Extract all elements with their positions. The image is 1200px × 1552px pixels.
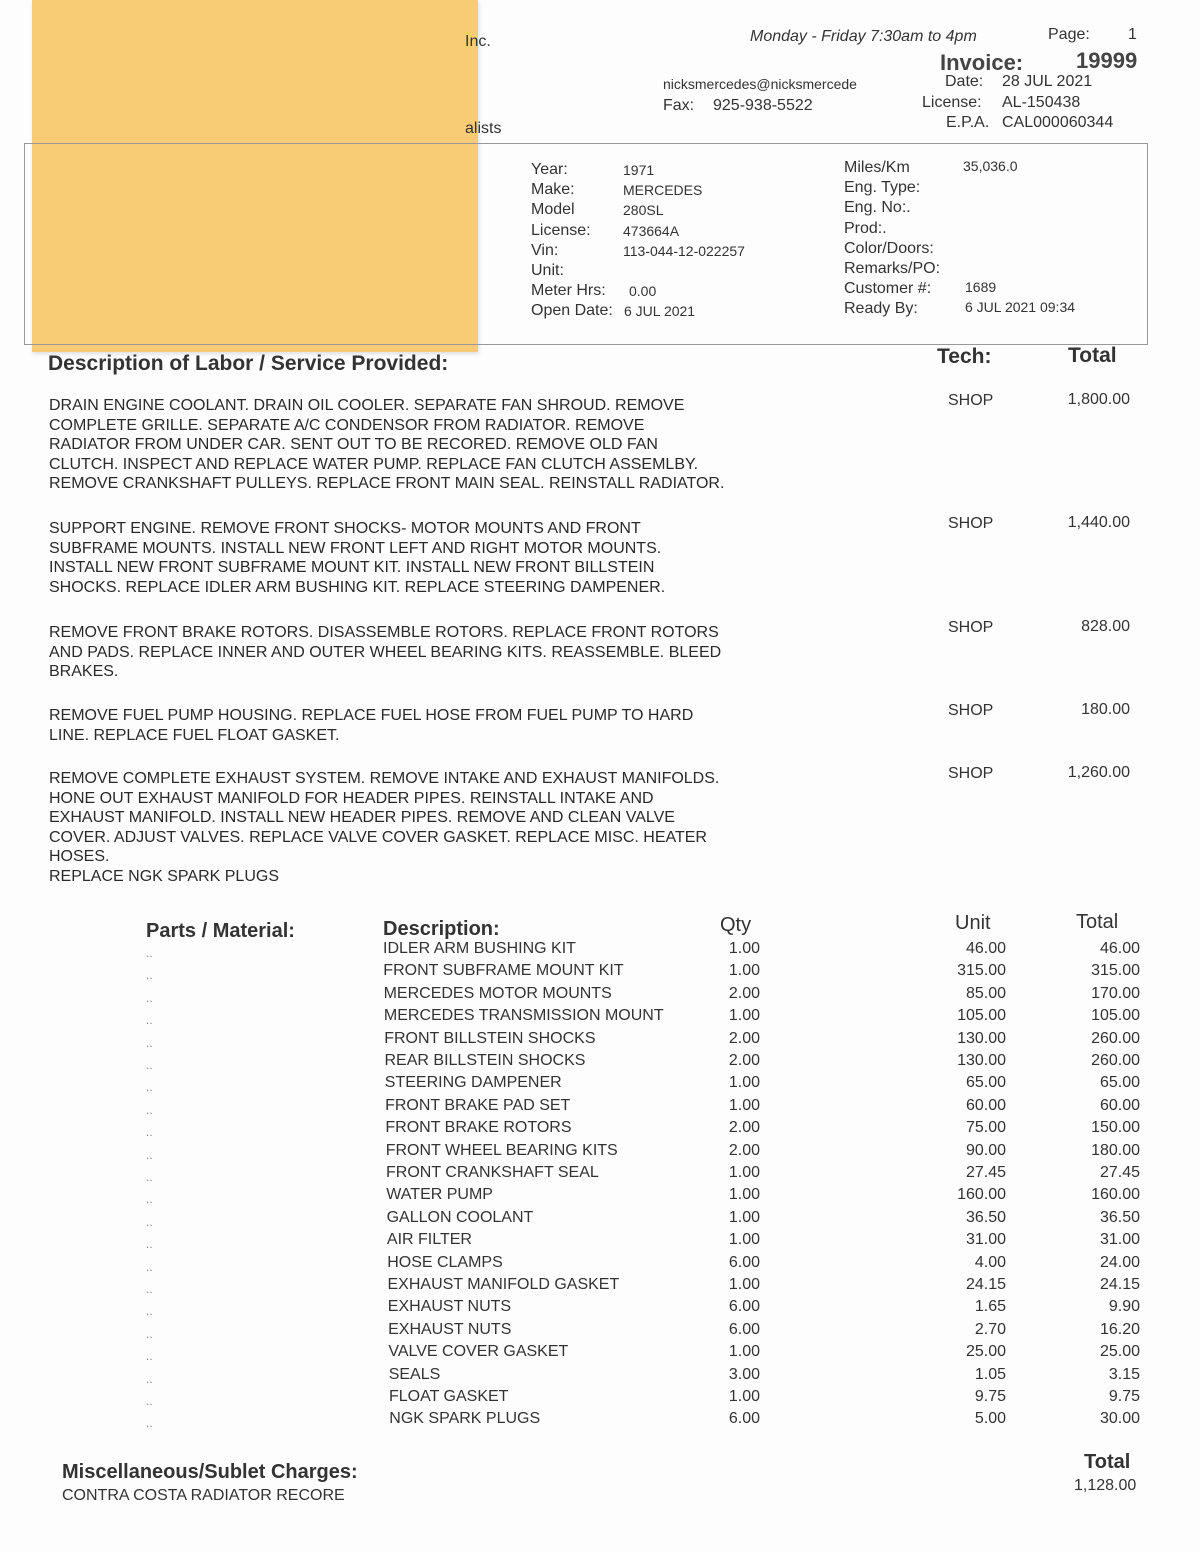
part-unit-price: 85.00 [965, 984, 1006, 1002]
parts-row [0, 1186, 1200, 1208]
row-leader-dots: .. [146, 1394, 153, 1408]
part-unit-price: 315.00 [957, 962, 1006, 980]
part-unit-price: 60.00 [965, 1096, 1006, 1114]
part-unit-price: 27.45 [965, 1164, 1006, 1181]
part-unit-price: 25.00 [965, 1343, 1006, 1361]
part-total: 315.00 [1091, 962, 1140, 980]
parts-row [0, 1276, 1200, 1298]
row-leader-dots: .. [146, 1080, 153, 1095]
misc-description: CONTRA COSTA RADIATOR RECORE [62, 1487, 345, 1504]
vehicle-field-label: Remarks/PO: [844, 260, 941, 277]
vehicle-field-label: Model [531, 201, 575, 219]
labor-total: 180.00 [1081, 701, 1130, 718]
part-total: 16.20 [1099, 1320, 1140, 1338]
labor-tech: SHOP [948, 702, 994, 719]
part-description: GALLON COOLANT [386, 1208, 534, 1226]
part-qty: 2.00 [728, 1119, 760, 1137]
parts-row [0, 1366, 1200, 1388]
row-leader-dots: .. [146, 1192, 153, 1207]
parts-row [0, 940, 1200, 962]
license-label: License: [922, 94, 982, 111]
part-total: 46.00 [1099, 940, 1140, 957]
row-leader-dots: .. [146, 1349, 153, 1364]
row-leader-dots: .. [146, 1371, 153, 1386]
part-unit-price: 1.65 [974, 1298, 1006, 1316]
part-total: 9.90 [1108, 1298, 1140, 1316]
part-unit-price: 105.00 [957, 1007, 1006, 1025]
parts-unit-header: Unit [955, 912, 991, 934]
parts-row [0, 1007, 1200, 1029]
part-unit-price: 130.00 [957, 1029, 1006, 1047]
part-qty: 2.00 [728, 1141, 760, 1159]
parts-row [0, 1298, 1200, 1320]
part-total: 9.75 [1108, 1388, 1140, 1405]
vehicle-field-value: MERCEDES [623, 182, 703, 199]
part-unit-price: 46.00 [965, 940, 1006, 957]
part-unit-price: 90.00 [965, 1141, 1006, 1159]
row-leader-dots: .. [146, 1058, 153, 1072]
vehicle-field-label: Miles/Km [844, 159, 910, 176]
part-qty: 1.00 [728, 962, 760, 980]
part-unit-price: 9.75 [974, 1388, 1006, 1405]
part-description: FRONT BRAKE PAD SET [385, 1096, 571, 1114]
vehicle-field-value: 0.00 [629, 283, 657, 300]
row-leader-dots: .. [146, 1147, 153, 1162]
parts-row [0, 1410, 1200, 1432]
vehicle-field-value: 473664A [623, 222, 680, 239]
part-total: 160.00 [1091, 1186, 1140, 1204]
part-description: AIR FILTER [386, 1231, 472, 1249]
labor-tech: SHOP [948, 515, 994, 532]
labor-description: REMOVE FRONT BRAKE ROTORS. DISASSEMBLE ROTORS. REPLACE FRONT ROTORS AND PADS. REPLACE INNER AND OUTER WHEEL BEARING KITS. REASSEMBLE. BLEED BRAKES. [49, 624, 722, 681]
part-unit-price: 75.00 [965, 1119, 1006, 1137]
parts-row [0, 1097, 1200, 1119]
parts-row [0, 962, 1200, 984]
row-leader-dots: .. [146, 1214, 153, 1229]
part-qty: 1.00 [728, 1164, 760, 1181]
parts-row [0, 1343, 1200, 1365]
part-total: 260.00 [1091, 1052, 1140, 1069]
page-number: 1 [1128, 26, 1137, 43]
part-qty: 1.00 [728, 1231, 760, 1249]
vehicle-field-label: Ready By: [844, 300, 918, 318]
parts-row [0, 1254, 1200, 1276]
labor-tech: SHOP [948, 619, 994, 636]
labor-total-header: Total [1068, 344, 1117, 367]
email: nicksmercedes@nicksmercede [663, 76, 857, 92]
part-qty: 1.00 [728, 1388, 760, 1405]
part-total: 60.00 [1099, 1096, 1140, 1114]
part-description: VALVE COVER GASKET [388, 1343, 569, 1361]
vehicle-field-label: Customer #: [844, 280, 932, 298]
part-qty: 1.00 [728, 1276, 760, 1293]
part-description: IDLER ARM BUSHING KIT [383, 940, 576, 957]
business-hours: Monday - Friday 7:30am to 4pm [750, 28, 977, 45]
part-qty: 1.00 [728, 1007, 760, 1025]
fax-number: 925-938-5522 [713, 97, 813, 114]
part-unit-price: 160.00 [957, 1186, 1006, 1204]
vehicle-field-label: Meter Hrs: [531, 282, 606, 300]
row-leader-dots: .. [146, 946, 153, 960]
part-description: EXHAUST NUTS [388, 1320, 512, 1338]
invoice-date: 28 JUL 2021 [1002, 73, 1093, 90]
labor-description: REMOVE COMPLETE EXHAUST SYSTEM. REMOVE INTAKE AND EXHAUST MANIFOLDS. HONE OUT EXHAUST MANIFOLD FOR HEADER PIPES. REINSTALL INTAKE AND EXHAUST MANIFOLD. INSTALL NEW HEADER PIPES. REMOVE AND CLEAN VALVE COVER. ADJUST VALVES. REPLACE VALVE COVER GASKET. REPLACE MISC. HEATER HOSES. REPLACE NGK SPARK PLUGS [49, 770, 720, 885]
part-qty: 3.00 [728, 1365, 760, 1383]
part-total: 105.00 [1091, 1007, 1140, 1025]
company-name-fragment: Inc. [465, 33, 491, 50]
row-leader-dots: .. [146, 968, 153, 983]
page-label: Page: [1048, 26, 1090, 43]
part-description: FRONT BRAKE ROTORS [385, 1119, 572, 1137]
misc-section-title: Miscellaneous/Sublet Charges: [62, 1461, 358, 1483]
fax-label: Fax: [663, 97, 695, 114]
row-leader-dots: .. [146, 1259, 153, 1274]
part-unit-price: 1.05 [974, 1365, 1006, 1383]
labor-total: 1,800.00 [1067, 391, 1130, 408]
part-total: 25.00 [1099, 1343, 1140, 1361]
part-description: FRONT SUBFRAME MOUNT KIT [383, 962, 624, 980]
vehicle-field-label: Open Date: [531, 302, 613, 320]
vehicle-field-value: 113-044-12-022257 [623, 242, 745, 259]
part-description: NGK SPARK PLUGS [389, 1410, 541, 1428]
labor-description: DRAIN ENGINE COOLANT. DRAIN OIL COOLER. SEPARATE FAN SHROUD. REMOVE COMPLETE GRILLE. SEPARATE A/C CONDENSOR FROM RADIATOR. REMOVE RADIATOR FROM UNDER CAR. SENT OUT TO BE RECORED. REMOVE OLD FAN CLUTCH. INSPECT AND REPLACE WATER PUMP. REPLACE FAN CLUTCH ASSEMLBY. REMOVE CRANKSHAFT PULLEYS. REPLACE FRONT MAIN SEAL. REINSTALL RADIATOR. [49, 397, 725, 493]
invoice-label: Invoice: [940, 50, 1024, 75]
vehicle-field-label: Unit: [531, 262, 564, 279]
vehicle-field-value: 1689 [965, 279, 997, 296]
part-qty: 6.00 [728, 1253, 760, 1271]
part-qty: 1.00 [728, 1096, 760, 1114]
vehicle-field-label: Year: [531, 161, 568, 178]
labor-tech: SHOP [948, 392, 994, 409]
vehicle-field-value: 1971 [623, 162, 655, 178]
date-label: Date: [945, 73, 984, 90]
vehicle-field-value: 35,036.0 [963, 158, 1018, 174]
part-description: MERCEDES MOTOR MOUNTS [383, 984, 612, 1002]
parts-row [0, 1030, 1200, 1052]
part-total: 24.00 [1099, 1253, 1140, 1271]
parts-qty-header: Qty [720, 914, 752, 936]
misc-total-header: Total [1084, 1451, 1131, 1473]
part-unit-price: 36.50 [965, 1208, 1006, 1226]
parts-row [0, 985, 1200, 1007]
shop-license: AL-150438 [1002, 94, 1081, 111]
labor-description: REMOVE FUEL PUMP HOUSING. REPLACE FUEL HOSE FROM FUEL PUMP TO HARD LINE. REPLACE FUEL FLOAT GASKET. [49, 707, 694, 744]
parts-row [0, 1119, 1200, 1141]
part-description: WATER PUMP [386, 1186, 493, 1204]
part-total: 24.15 [1099, 1276, 1140, 1293]
row-leader-dots: .. [146, 1282, 153, 1296]
part-total: 180.00 [1091, 1141, 1140, 1159]
row-leader-dots: .. [146, 1125, 153, 1140]
row-leader-dots: .. [146, 1237, 153, 1252]
part-qty: 2.00 [728, 1052, 760, 1069]
misc-total: 1,128.00 [1074, 1477, 1137, 1494]
part-description: STEERING DAMPENER [384, 1074, 562, 1092]
parts-row [0, 1321, 1200, 1343]
part-unit-price: 31.00 [965, 1231, 1006, 1249]
part-qty: 1.00 [728, 1074, 760, 1092]
part-unit-price: 65.00 [965, 1074, 1006, 1092]
part-unit-price: 5.00 [974, 1410, 1006, 1428]
vehicle-field-label: Make: [531, 181, 575, 199]
part-total: 3.15 [1108, 1365, 1140, 1383]
labor-total: 1,440.00 [1067, 514, 1130, 531]
parts-row [0, 1052, 1200, 1074]
row-leader-dots: .. [146, 1416, 153, 1431]
parts-row [0, 1209, 1200, 1231]
vehicle-field-value: 280SL [623, 202, 664, 219]
part-qty: 6.00 [728, 1320, 760, 1338]
part-description: FRONT CRANKSHAFT SEAL [386, 1164, 599, 1181]
part-description: HOSE CLAMPS [387, 1253, 503, 1271]
part-unit-price: 24.15 [965, 1276, 1006, 1293]
vehicle-field-label: Prod:. [844, 219, 887, 237]
part-total: 170.00 [1091, 984, 1140, 1002]
vehicle-field-value: 6 JUL 2021 [624, 303, 696, 320]
part-total: 260.00 [1091, 1029, 1140, 1047]
part-qty: 1.00 [728, 1343, 760, 1361]
labor-description: SUPPORT ENGINE. REMOVE FRONT SHOCKS- MOTOR MOUNTS AND FRONT SUBFRAME MOUNTS. INSTALL NEW FRONT LEFT AND RIGHT MOTOR MOUNTS. INSTALL NEW FRONT SUBFRAME MOUNT KIT. INSTALL NEW FRONT BILLSTEIN SHOCKS. REPLACE IDLER ARM BUSHING KIT. REPLACE STEERING DAMPENER. [49, 520, 666, 596]
row-leader-dots: .. [146, 1102, 153, 1117]
vehicle-field-label: Eng. No:. [844, 199, 911, 217]
vehicle-field-value: 6 JUL 2021 09:34 [965, 299, 1076, 316]
part-qty: 1.00 [728, 1186, 760, 1204]
specialists-fragment: alists [465, 120, 502, 137]
part-qty: 1.00 [728, 1208, 760, 1226]
part-description: SEALS [388, 1365, 441, 1383]
labor-tech-header: Tech: [937, 345, 992, 368]
part-description: REAR BILLSTEIN SHOCKS [384, 1052, 586, 1069]
part-qty: 2.00 [728, 984, 760, 1002]
vehicle-field-label: Eng. Type: [844, 179, 921, 197]
part-total: 31.00 [1099, 1231, 1140, 1249]
part-unit-price: 4.00 [974, 1253, 1006, 1271]
part-unit-price: 130.00 [957, 1052, 1006, 1069]
epa-label: E.P.A. [946, 114, 990, 131]
parts-row [0, 1074, 1200, 1096]
row-leader-dots: .. [146, 1170, 153, 1184]
labor-total: 828.00 [1081, 618, 1130, 635]
part-unit-price: 2.70 [974, 1320, 1006, 1338]
part-total: 36.50 [1099, 1208, 1140, 1226]
part-description: FLOAT GASKET [389, 1388, 509, 1405]
labor-total: 1,260.00 [1067, 764, 1130, 781]
part-total: 30.00 [1099, 1410, 1140, 1428]
vehicle-field-label: Vin: [531, 241, 559, 259]
labor-section-title: Description of Labor / Service Provided: [48, 352, 449, 375]
part-qty: 1.00 [728, 940, 760, 957]
parts-description-header: Description: [383, 918, 500, 940]
part-total: 27.45 [1099, 1164, 1140, 1181]
parts-row [0, 1142, 1200, 1164]
row-leader-dots: .. [146, 990, 153, 1005]
part-total: 65.00 [1099, 1074, 1140, 1092]
part-description: FRONT BILLSTEIN SHOCKS [384, 1029, 596, 1047]
invoice-number: 19999 [1076, 48, 1138, 73]
part-description: EXHAUST NUTS [387, 1298, 512, 1316]
part-qty: 6.00 [728, 1410, 760, 1428]
parts-section-title: Parts / Material: [146, 920, 295, 942]
part-description: EXHAUST MANIFOLD GASKET [387, 1276, 620, 1293]
epa-number: CAL000060344 [1002, 114, 1114, 131]
vehicle-field-label: Color/Doors: [844, 239, 934, 257]
part-total: 150.00 [1091, 1119, 1140, 1137]
part-description: FRONT WHEEL BEARING KITS [385, 1141, 618, 1159]
row-leader-dots: .. [146, 1304, 153, 1319]
row-leader-dots: .. [146, 1013, 153, 1028]
vehicle-field-label: License: [531, 221, 591, 239]
labor-tech: SHOP [948, 765, 994, 782]
part-qty: 6.00 [728, 1298, 760, 1316]
part-qty: 2.00 [728, 1029, 760, 1047]
parts-row [0, 1164, 1200, 1186]
row-leader-dots: .. [146, 1326, 153, 1341]
row-leader-dots: .. [146, 1035, 153, 1050]
parts-row [0, 1388, 1200, 1410]
parts-row [0, 1231, 1200, 1253]
parts-total-header: Total [1076, 911, 1119, 933]
part-description: MERCEDES TRANSMISSION MOUNT [383, 1007, 664, 1025]
